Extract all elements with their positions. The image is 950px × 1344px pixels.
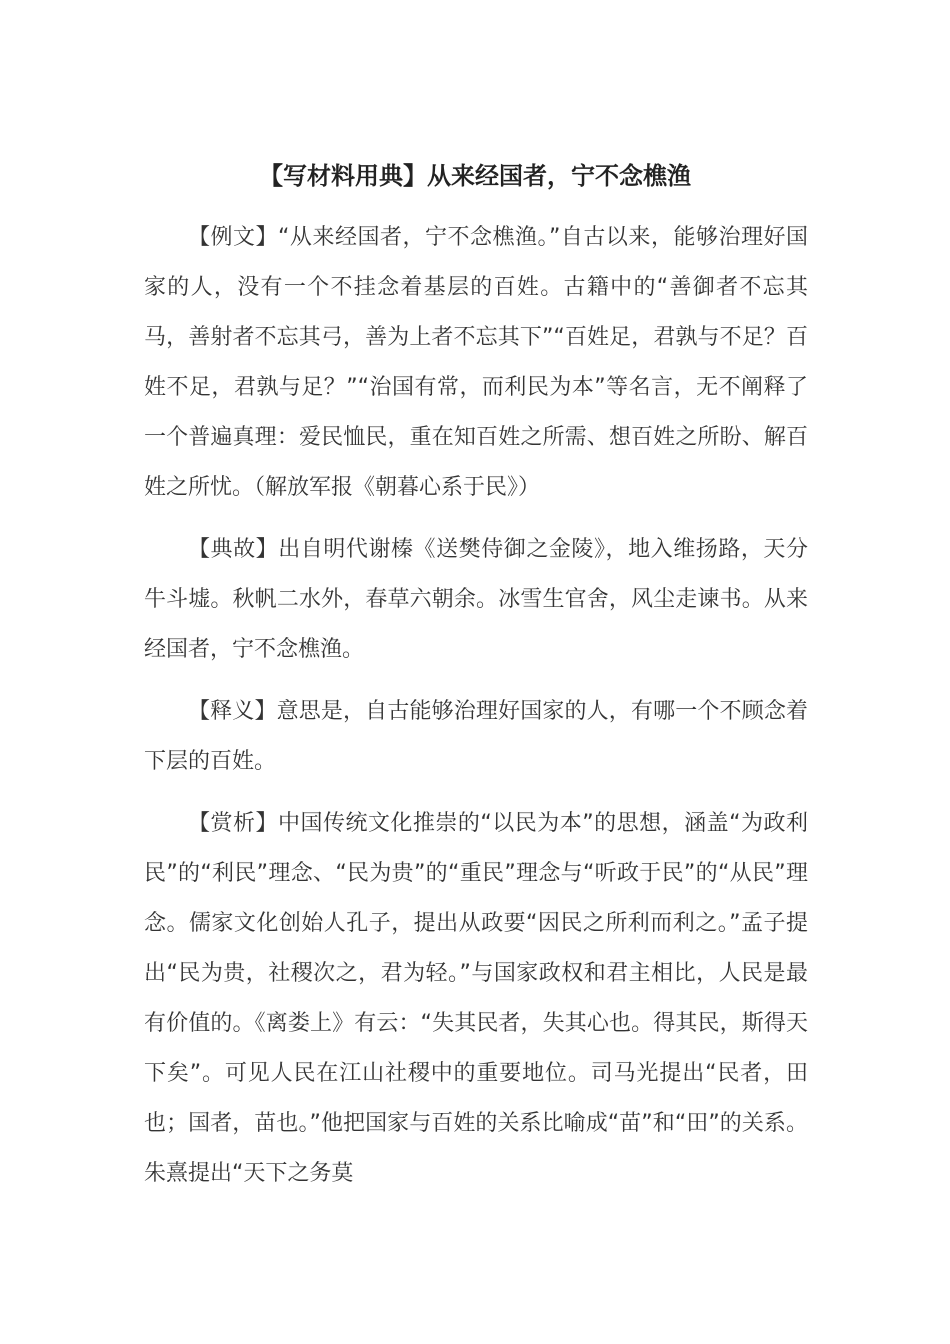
paragraph-meaning: 【释义】意思是，自古能够治理好国家的人，有哪一个不顾念着下层的百姓。 — [144, 699, 808, 774]
document-title: 【写材料用典】从来经国者，宁不念樵渔 — [259, 162, 691, 190]
paragraph-allusion: 【典故】出自明代谢榛《送樊侍御之金陵》，地入维扬路，天分牛斗墟。秋帆二水外，春草六朝余。冰雪生官舍，风尘走谏书。从来经国者，宁不念樵渔。 — [144, 537, 808, 662]
paragraph-appreciation: 【赏析】中国传统文化推崇的“以民为本”的思想，涵盖“为政利民”的“利民”理念、“民为贵”的“重民”理念与“听政于民”的“从民”理念。儒家文化创始人孔子，提出从政要“因民之所利而利之。”孟子提出“民为贵，社稷次之，君为轻。”与国家政权和君主相比，人民是最有价值的。《离娄上》有云：“失其民者，失其心也。得其民，斯得天下矣”。可见人民在江山社稷中的重要地位。司马光提出“民者，田也；国者，苗也。”他把国家与百姓的关系比喻成“苗”和“田”的关系。朱熹提出“天下之务莫 — [144, 811, 808, 1186]
document-body — [144, 213, 808, 1211]
paragraph-example: 【例文】“从来经国者，宁不念樵渔。”自古以来，能够治理好国家的人，没有一个不挂念着基层的百姓。古籍中的“善御者不忘其马，善射者不忘其弓，善为上者不忘其下”“百姓足，君孰与不足？百姓不足，君孰与足？”“治国有常，而利民为本”等名言，无不阐释了一个普遍真理：爱民恤民，重在知百姓之所需、想百姓之所盼、解百姓之所忧。（解放军报《朝暮心系于民》） — [144, 225, 808, 500]
